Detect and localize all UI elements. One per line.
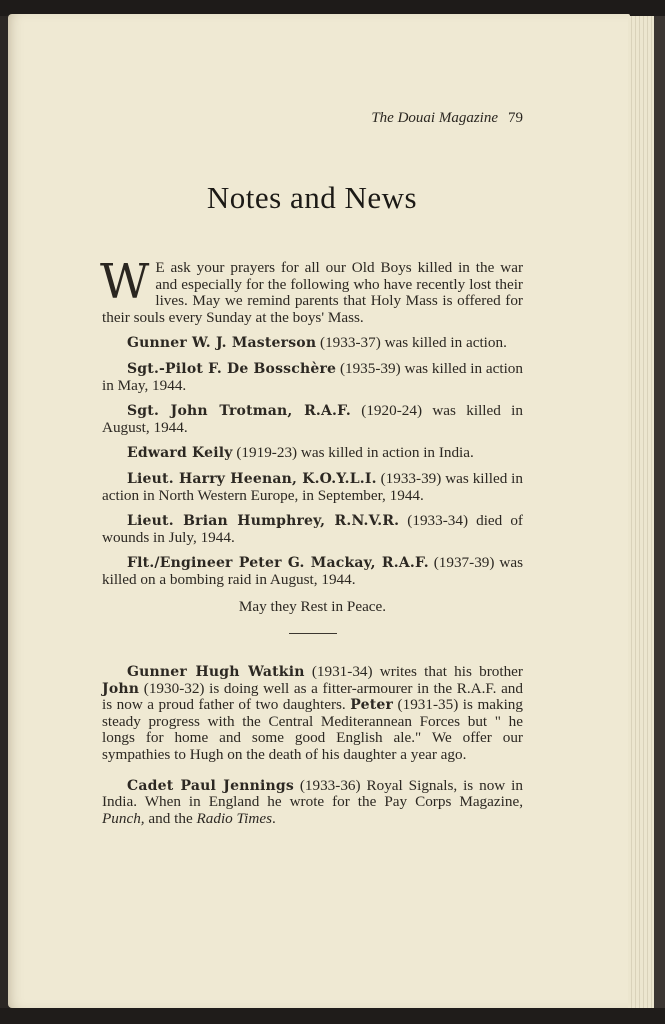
- roll-entry-name: Flt./Engineer Peter G. Mackay, R.A.F.: [127, 555, 429, 572]
- publication-name: Punch,: [102, 809, 145, 827]
- drop-cap: W: [100, 254, 150, 310]
- roll-entry-text: (1937-39) was killed on a bombing raid in August, 1944.: [102, 554, 523, 588]
- roll-entry-name: Sgt. John Trotman, R.A.F.: [127, 403, 351, 420]
- news-name: Cadet Paul Jennings: [127, 777, 294, 794]
- page-number: 79: [508, 110, 523, 126]
- roll-entry: [102, 513, 523, 546]
- roll-entry-text: (1919-23) was killed in action in India.: [232, 444, 474, 462]
- roll-entry: [102, 335, 523, 352]
- roll-entry-text: (1933-39) was killed in action in North Western Europe, in September, 1944.: [102, 469, 523, 504]
- news-text: (1931-34) writes that his brother: [304, 663, 523, 681]
- news-name: Peter: [350, 697, 394, 714]
- intro-text: E ask your prayers for all our Old Boys killed in the war and especially for the following who have recently lost their lives. May we remind parents that Holy Mass is offered for their souls every Sunday at the boys' Mass.: [102, 259, 523, 326]
- book-bottom-edge: [0, 1008, 665, 1024]
- rest-in-peace-line: May they Rest in Peace.: [238, 597, 387, 615]
- roll-entry: [102, 361, 523, 394]
- running-header: [371, 110, 523, 127]
- roll-entry-text: (1935-39) was killed in action in May, 1944.: [102, 359, 523, 394]
- news-text: (1933-36) Royal Signals, is now in India. When in England he wrote for the Pay Corps Magazine,: [102, 776, 523, 811]
- roll-entry-name: Lieut. Harry Heenan, K.O.Y.L.I.: [127, 470, 377, 487]
- page-stack-edge: [628, 16, 654, 1008]
- page-title: Notes and News: [206, 180, 418, 215]
- news-text: and the: [144, 809, 197, 827]
- news-name: Gunner Hugh Watkin: [127, 664, 305, 681]
- roll-entry: [102, 555, 523, 588]
- news-paragraph-watkin: [102, 664, 523, 764]
- news-text: .: [272, 809, 276, 827]
- section-divider: [289, 633, 337, 634]
- roll-entry-name: Sgt.-Pilot F. De Bosschère: [127, 360, 337, 377]
- news-text: (1931-35) is making steady progress with the Central Mediterannean Forces but " he longs for home and some good English ale." We offer our sympathies to Hugh on the death of his daughter a year ago.: [102, 696, 523, 764]
- article-body: [100, 254, 523, 836]
- roll-entry-name: Lieut. Brian Humphrey, R.N.V.R.: [127, 513, 400, 530]
- intro-paragraph: [100, 254, 523, 326]
- news-paragraph-jennings: [102, 778, 523, 828]
- roll-entry-name: Gunner W. J. Masterson: [127, 335, 317, 352]
- book-spine-shadow: [654, 16, 665, 1024]
- running-title: The Douai Magazine: [371, 110, 498, 126]
- roll-entry: [102, 403, 523, 436]
- news-name: John: [102, 680, 140, 697]
- roll-entry-text: (1920-24) was killed in August, 1944.: [102, 402, 523, 436]
- roll-entry-text: (1933-37) was killed in action.: [316, 334, 507, 352]
- roll-entry: [102, 471, 523, 504]
- news-text: (1930-32) is doing well as a fitter-armourer in the R.A.F. and is now a proud father of two daughters.: [102, 679, 523, 714]
- roll-entry-name: Edward Keily: [127, 445, 233, 462]
- roll-entry-text: (1933-34) died of wounds in July, 1944.: [102, 512, 523, 546]
- roll-entry: [102, 445, 523, 462]
- publication-name: Radio Times: [196, 809, 273, 827]
